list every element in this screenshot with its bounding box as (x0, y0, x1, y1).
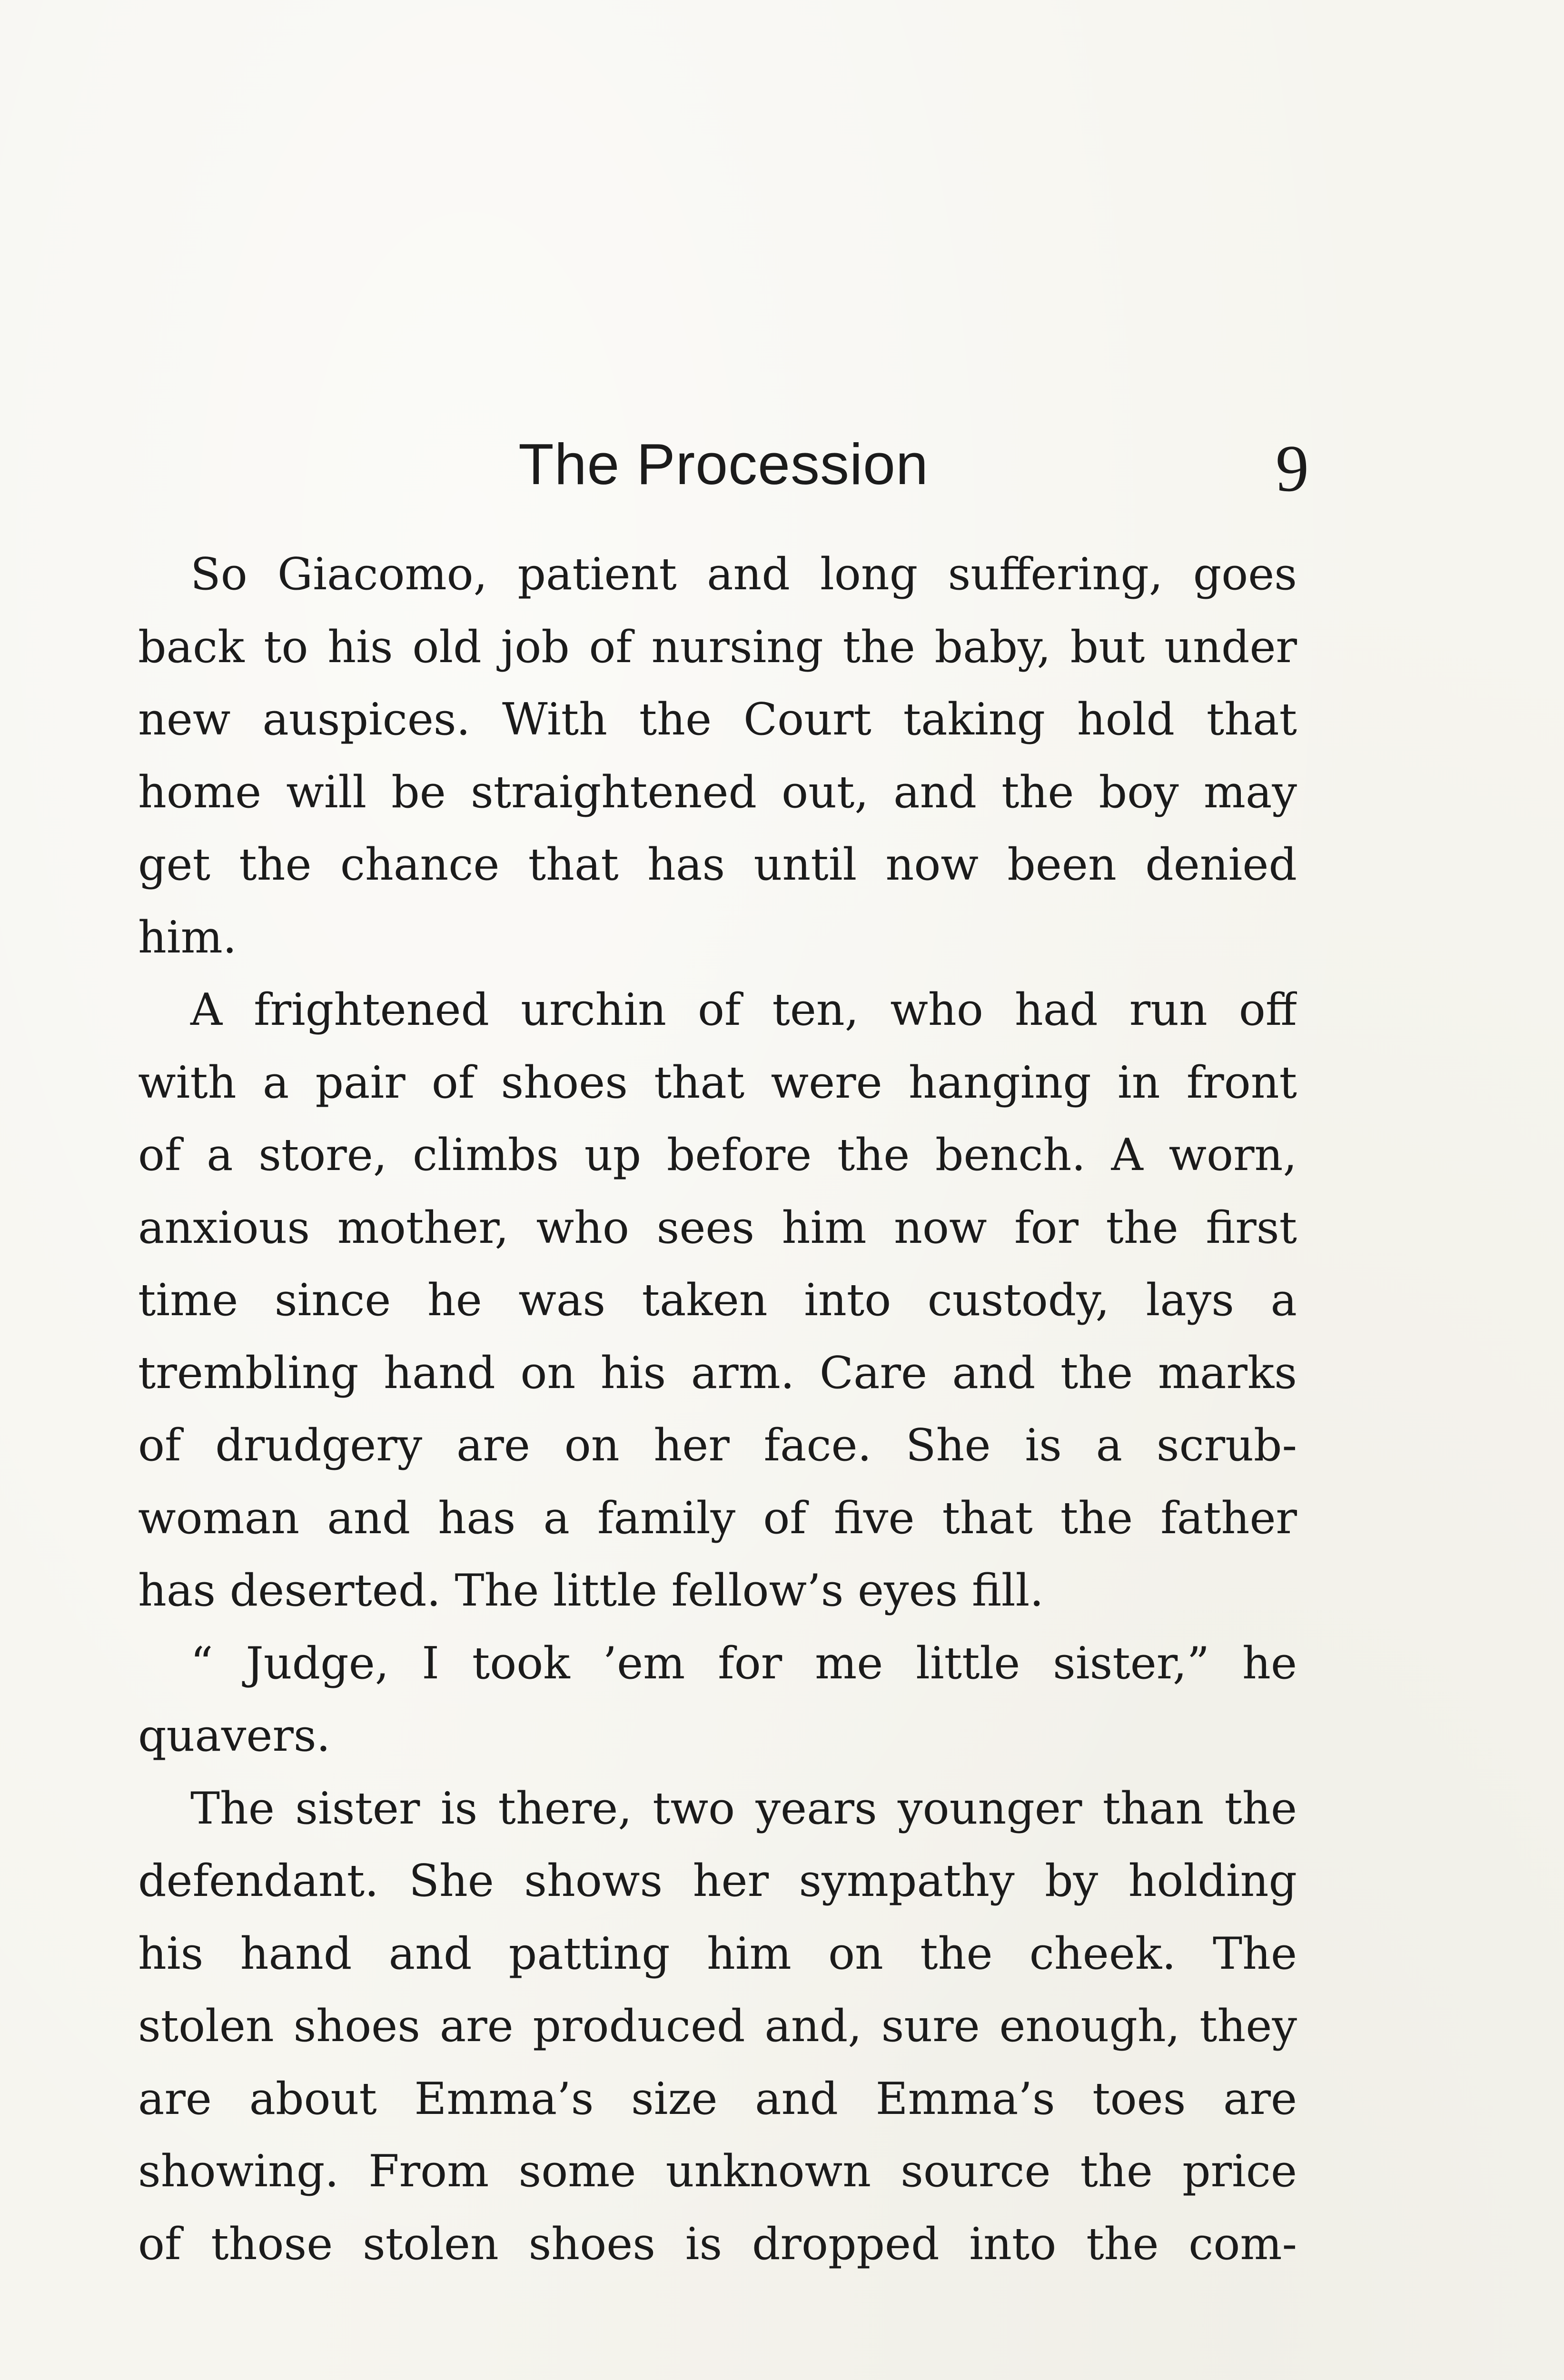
text-line: with a pair of shoes that were hanging in front (138, 1056, 1297, 1108)
text-line: has deserted. The little fellow’s eyes fill. (138, 1565, 1044, 1616)
paragraph-1 (138, 538, 1297, 973)
text-line: him. (138, 911, 237, 963)
body-text (138, 538, 1297, 2280)
text-line: are about Emma’s size and Emma’s toes are (138, 2073, 1297, 2124)
text-line: get the chance that has until now been denied (138, 839, 1297, 890)
text-line: woman and has a family of five that the father (138, 1492, 1297, 1544)
text-line: A frightened urchin of ten, who had run off (190, 984, 1297, 1035)
text-line: back to his old job of nursing the baby, but under (138, 621, 1297, 673)
page-number: 9 (1276, 432, 1309, 506)
text-line: new auspices. With the Court taking hold that (138, 694, 1297, 745)
paragraph-2 (138, 973, 1297, 1627)
text-line: of drudgery are on her face. She is a scrub- (138, 1419, 1297, 1471)
text-line: quavers. (138, 1710, 331, 1761)
text-line: stolen shoes are produced and, sure enough, they (138, 2000, 1297, 2052)
text-line: time since he was taken into custody, lays a (138, 1274, 1297, 1326)
text-line: of those stolen shoes is dropped into the com- (138, 2218, 1297, 2270)
text-line: trembling hand on his arm. Care and the marks (138, 1347, 1297, 1398)
running-title: The Procession (518, 432, 929, 496)
page-header (138, 419, 1309, 509)
text-line: So Giacomo, patient and long suffering, goes (190, 548, 1297, 600)
text-line: The sister is there, two years younger than the (190, 1782, 1297, 1834)
text-line: anxious mother, who sees him now for the first (138, 1201, 1297, 1253)
text-line: showing. From some unknown source the price (138, 2145, 1297, 2197)
text-line: his hand and patting him on the cheek. The (138, 1927, 1297, 1979)
text-line: “ Judge, I took ’em for me little sister,” he (190, 1637, 1297, 1689)
paragraph-4 (138, 1772, 1297, 2281)
text-line: of a store, climbs up before the bench. A worn, (138, 1129, 1297, 1180)
paragraph-3 (138, 1627, 1297, 1772)
text-line: defendant. She shows her sympathy by holding (138, 1855, 1297, 1906)
text-line: home will be straightened out, and the boy may (138, 766, 1297, 818)
